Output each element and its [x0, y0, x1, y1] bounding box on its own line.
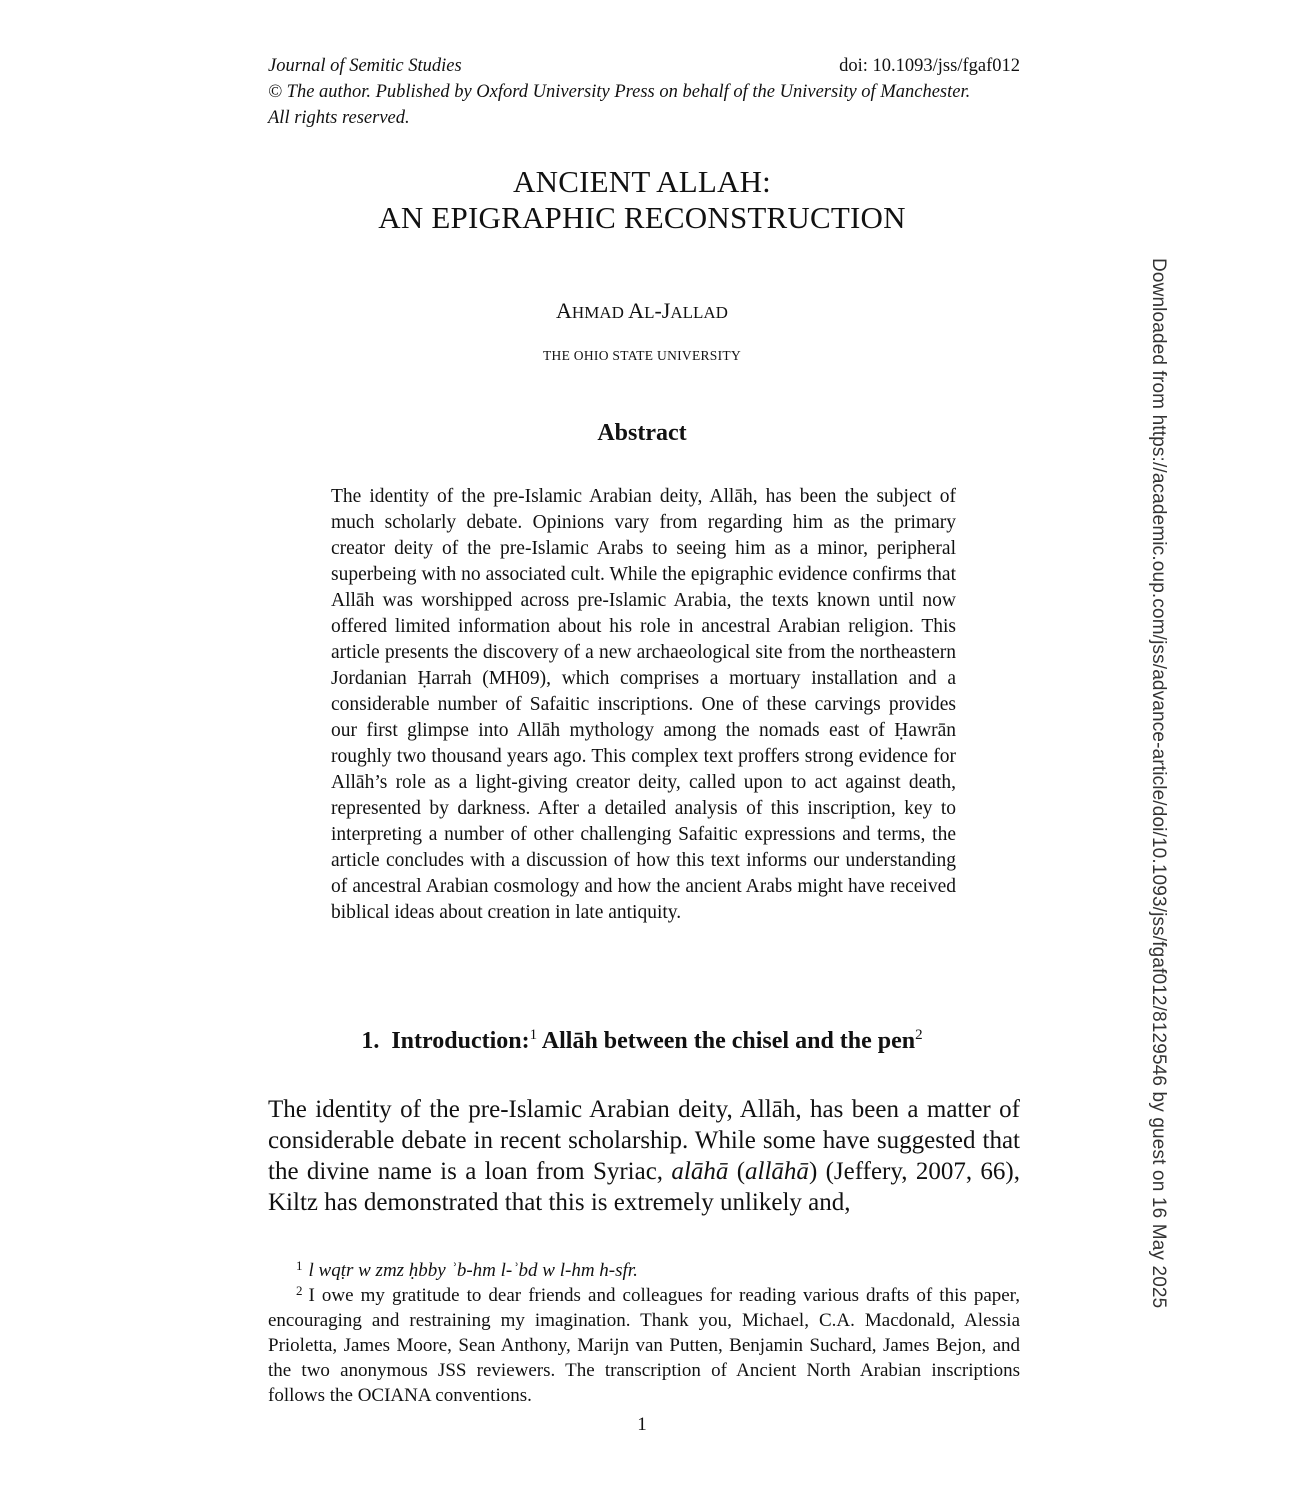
header-row [268, 53, 1020, 79]
section-title-part1: Introduction: [391, 1028, 530, 1054]
body-open-paren: ( [728, 1158, 746, 1185]
doi[interactable]: doi: 10.1093/jss/fgaf012 [839, 56, 1020, 76]
running-header [268, 53, 1020, 131]
footnote-1-number: 1 [296, 1258, 303, 1273]
footnote-2-number: 2 [296, 1283, 303, 1298]
download-notice[interactable]: Downloaded from https://academic.oup.com/jss/advance-article/doi/10.1093/jss/fgaf012/8129546 by guest on 16 May 2025 [1148, 258, 1169, 1309]
download-sidebar [1145, 258, 1169, 1318]
article-title [0, 164, 1284, 236]
abstract-text: The identity of the pre-Islamic Arabian deity, Allāh, has been the subject of much scholarly debate. Opinions vary from regarding him as the primary creator deity of the pre-Islamic Arabs to seeing him as a minor, peripheral superbeing with no associated cult. While the epigraphic evidence confirms that Allāh was worshipped across pre-Islamic Arabia, the texts known until now offered limited information about his role in ancestral Arabian religion. This article presents the discovery of a new archaeological site from the northeastern Jordanian Ḥarrah (MH09), which comprises a mortuary installation and a considerable number of Safaitic inscriptions. One of these carvings provides our first glimpse into Allāh mythology among the nomads east of Ḥawrān roughly two thousand years ago. This complex text proffers strong evidence for Allāh’s role as a light-giving creator deity, called upon to act against death, represented by darkness. After a detailed analysis of this inscription, key to interpreting a number of other challenging Safaitic expressions and terms, the article concludes with a discussion of how this text informs our understanding of ancestral Arabian cosmology and how the ancient Arabs might have received biblical ideas about creation in late antiquity. [331, 486, 956, 923]
body-italic-term-1: alāhā [671, 1158, 729, 1185]
section-number: 1. [361, 1028, 380, 1054]
author-last-dash-initial: -J [654, 298, 671, 323]
body-text-start: The identity of the pre-Islamic Arabian deity, Allāh, has been a matter of considerable debate in recent scholarship. While some have suggested that the divine name is a loan from Syriac, [268, 1096, 1020, 1185]
footnote-1 [268, 1258, 1020, 1283]
journal-name: Journal of Semitic Studies [268, 56, 462, 76]
copyright-line: © The author. Published by Oxford University Press on behalf of the University of Manchester. [268, 82, 971, 102]
section-title-part2: Allāh between the chisel and the pen [541, 1028, 916, 1054]
author-name [0, 298, 1284, 324]
author-affiliation: THE OHIO STATE UNIVERSITY [542, 348, 742, 363]
rights-line: All rights reserved. [268, 108, 410, 128]
body-text-end: ) (Jeffery, 2007, 66), Kiltz has demonstrated that this is extremely unlikely and, [268, 1158, 1020, 1216]
body-italic-term-2: allāhā [745, 1158, 809, 1185]
author-last-initial: A [628, 298, 645, 323]
abstract-heading: Abstract [597, 420, 687, 446]
author-first-initial: A [556, 298, 572, 323]
footnote-2 [268, 1283, 1020, 1408]
footnote-ref-2[interactable]: 2 [915, 1027, 923, 1043]
title-line-2: AN EPIGRAPHIC RECONSTRUCTION [378, 200, 906, 235]
footnote-2-text: I owe my gratitude to dear friends and colleagues for reading various drafts of this paper, encouraging and restraining my imagination. Thank you, Michael, C.A. Macdonald, Alessia Prioletta, James Moore, Sean Anthony, Marijn van Putten, Benjamin Suchard, James Bejon, and the two anonymous JSS reviewers. The transcription of Ancient North Arabian inscriptions follows the OCIANA conventions. [268, 1285, 1020, 1406]
page-number: 1 [637, 1414, 647, 1435]
title-line-1: ANCIENT ALLAH: [513, 164, 771, 199]
footnote-ref-1[interactable]: 1 [529, 1027, 538, 1043]
footnote-1-text: l wqṭr w zmz ḥbby ʾb-hm l-ʾbd w l-hm h-sfr. [308, 1260, 638, 1281]
author-first-rest: HMAD [571, 303, 624, 322]
author-last-rest: ALLAD [670, 303, 728, 322]
body-paragraph [268, 1094, 1020, 1218]
section-heading [0, 1028, 1284, 1055]
author-last-middle: L [644, 303, 655, 322]
